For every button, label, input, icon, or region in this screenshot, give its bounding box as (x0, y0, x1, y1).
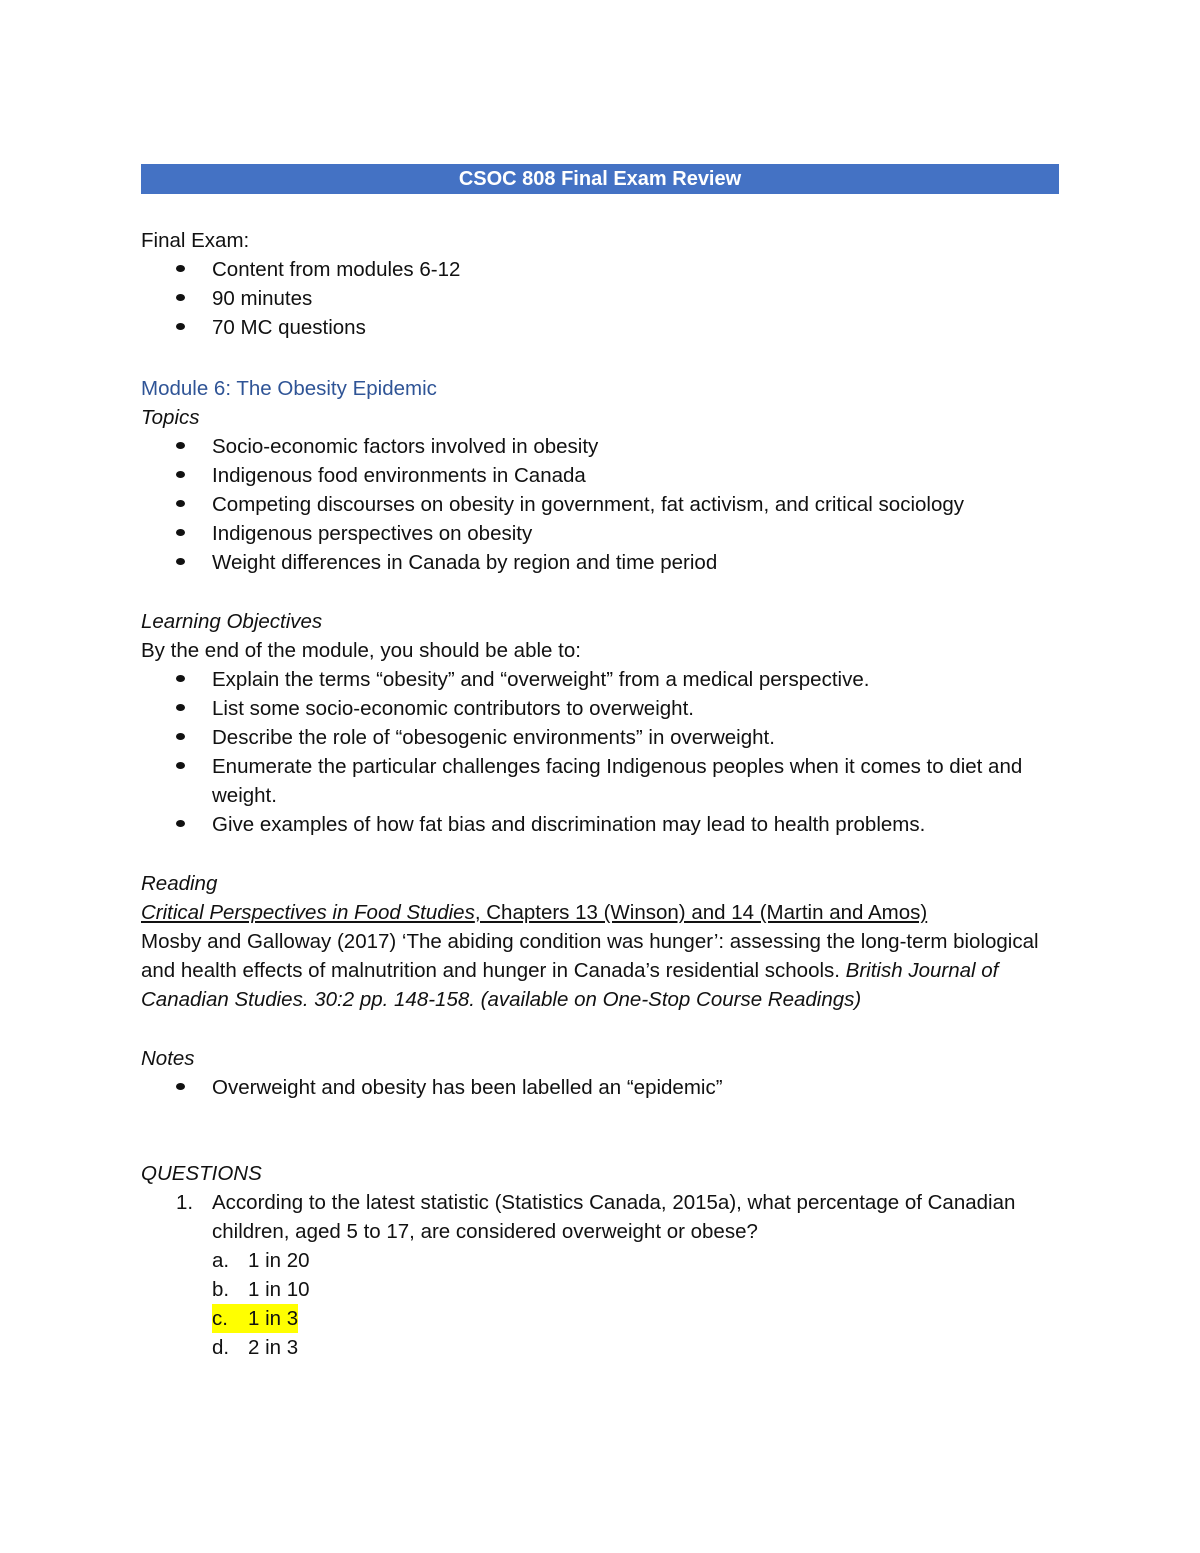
bullet-icon (176, 820, 185, 827)
reading-label: Reading (141, 872, 218, 895)
list-item: Describe the role of “obesogenic environments” in overweight. (141, 723, 1059, 752)
topics-label: Topics (141, 406, 200, 429)
questions-list (141, 1188, 1059, 1362)
answer-options (212, 1246, 1059, 1362)
bullet-icon (176, 675, 185, 682)
objectives-list (141, 665, 1059, 839)
list-item: Explain the terms “obesity” and “overweight” from a medical perspective. (141, 665, 1059, 694)
bullet-icon (176, 442, 185, 449)
answer-option-c-highlighted (212, 1304, 1059, 1333)
list-item: Content from modules 6-12 (141, 255, 1059, 284)
topics-list (141, 432, 1059, 577)
reading-book-title: Critical Perspectives in Food Studies (141, 901, 475, 924)
bullet-icon (176, 294, 185, 301)
list-item: Competing discourses on obesity in government, fat activism, and critical sociology (141, 490, 1059, 519)
bullet-icon (176, 323, 185, 330)
objectives-label: Learning Objectives (141, 610, 323, 633)
list-item: Enumerate the particular challenges facing Indigenous peoples when it comes to diet and weight. (141, 752, 1059, 810)
list-item: Weight differences in Canada by region and time period (141, 548, 1059, 577)
list-item: Give examples of how fat bias and discrimination may lead to health problems. (141, 810, 1059, 839)
questions-label: QUESTIONS (141, 1162, 262, 1185)
module-heading: Module 6: The Obesity Epidemic (141, 377, 437, 400)
reading-book (141, 898, 1059, 927)
bullet-icon (176, 500, 185, 507)
final-exam-list (141, 255, 1059, 342)
objectives-intro: By the end of the module, you should be able to: (141, 639, 581, 662)
reading-book-chapters: , Chapters 13 (Winson) and 14 (Martin and Amos) (474, 901, 928, 924)
list-item: Socio-economic factors involved in obesity (141, 432, 1059, 461)
list-item: List some socio-economic contributors to overweight. (141, 694, 1059, 723)
final-exam-label: Final Exam: (141, 229, 250, 252)
notes-list (141, 1073, 1059, 1102)
question-item (141, 1188, 1059, 1362)
bullet-icon (176, 733, 185, 740)
bullet-icon (176, 704, 185, 711)
question-text: According to the latest statistic (Statistics Canada, 2015a), what percentage of Canadian children, aged 5 to 17, are considered overweight or obese? (212, 1191, 1016, 1243)
list-item: Overweight and obesity has been labelled an “epidemic” (141, 1073, 1059, 1102)
bullet-icon (176, 265, 185, 272)
bullet-icon (176, 558, 185, 565)
document-title: CSOC 808 Final Exam Review (141, 164, 1059, 194)
question-number: 1. (176, 1191, 194, 1214)
answer-option-b: b. 1 in 10 (212, 1278, 310, 1301)
list-item: Indigenous perspectives on obesity (141, 519, 1059, 548)
answer-option-d: d. 2 in 3 (212, 1336, 299, 1359)
list-item: Indigenous food environments in Canada (141, 461, 1059, 490)
document-page (141, 164, 1059, 1362)
bullet-icon (176, 471, 185, 478)
list-item: 90 minutes (141, 284, 1059, 313)
correct-answer-highlight: c. 1 in 3 (212, 1304, 298, 1333)
bullet-icon (176, 1083, 185, 1090)
notes-label: Notes (141, 1047, 195, 1070)
bullet-icon (176, 529, 185, 536)
bullet-icon (176, 762, 185, 769)
answer-option-a: a. 1 in 20 (212, 1249, 310, 1272)
reading-article (141, 927, 1059, 1014)
reading-article-title: Mosby and Galloway (2017) ‘The abiding condition was hunger’: assessing the long-term biological and health effects of malnutrition and hunger in Canada’s residential schools. (141, 930, 1039, 982)
reading-journal: British Journal of Canadian Studies. 30:2 pp. 148-158. (available on One-Stop Course Readings) (141, 959, 999, 1011)
list-item: 70 MC questions (141, 313, 1059, 342)
